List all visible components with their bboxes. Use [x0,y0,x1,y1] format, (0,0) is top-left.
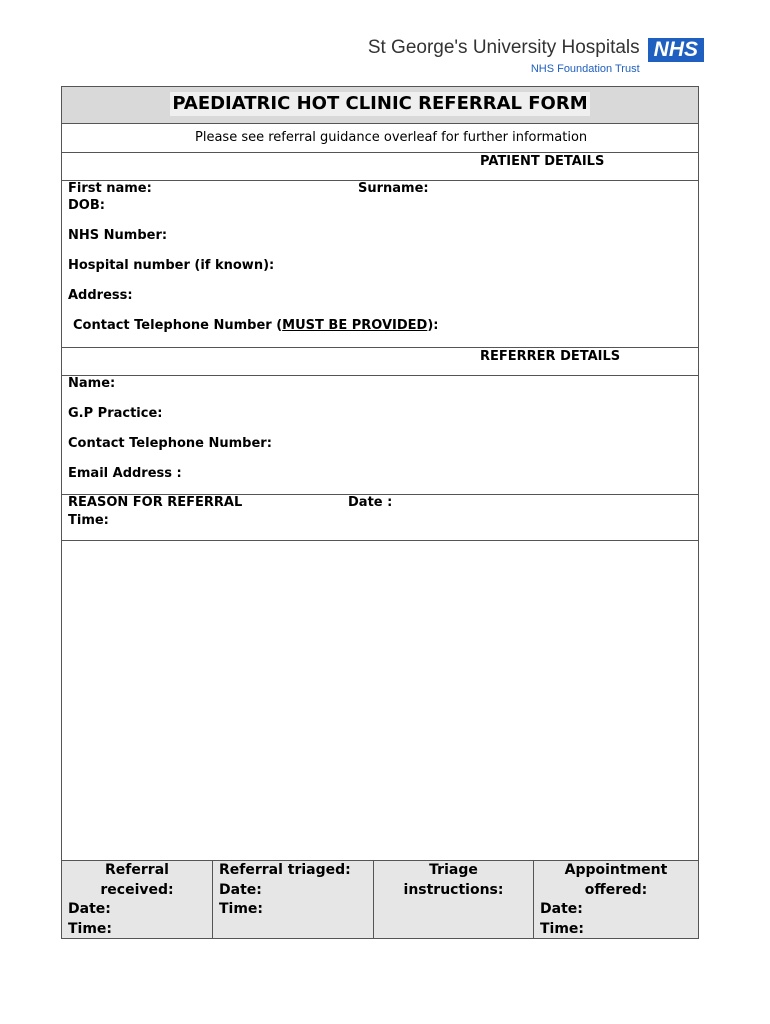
referral-form [61,86,699,939]
patient-details-title: PATIENT DETAILS [480,154,605,169]
triage-instructions-cell [374,861,534,938]
reason-time-label: Time: [68,513,109,528]
contact-telephone-prefix: Contact Telephone Number ( [73,318,283,333]
referrer-details-section [62,376,698,495]
triage-table [62,861,698,938]
appointment-offered-date: Date: [540,901,583,917]
dob-label: DOB: [68,198,105,213]
organisation-name: St George's University Hospitals [367,37,640,58]
referral-triaged-cell [213,861,374,938]
appointment-offered-cell [534,861,698,938]
surname-label: Surname: [358,181,429,196]
referral-received-date: Date: [68,901,111,917]
form-title: PAEDIATRIC HOT CLINIC REFERRAL FORM [172,93,588,114]
reason-text-area[interactable] [62,541,698,861]
referral-received-line1: Referral [105,862,169,878]
referral-received-time: Time: [68,920,113,937]
referral-triaged-label: Referral triaged: [219,862,351,878]
form-subtitle-row [62,124,698,153]
email-address-label: Email Address : [68,466,182,481]
referrer-telephone-label: Contact Telephone Number: [68,436,272,451]
reason-for-referral-label: REASON FOR REFERRAL [68,495,243,510]
contact-telephone-suffix: ): [427,318,439,333]
triage-instructions-line1: Triage [429,862,478,878]
address-label: Address: [68,288,133,303]
contact-telephone-label [73,318,438,333]
reason-date-label: Date : [348,495,393,510]
referrer-details-header [62,348,698,376]
appointment-offered-line1: Appointment [564,862,668,878]
nhs-logo: NHS [648,38,704,62]
gp-practice-label: G.P Practice: [68,406,163,421]
referral-received-cell [62,861,213,938]
appointment-offered-time: Time: [540,920,585,937]
referral-received-line2: received: [100,881,174,898]
trust-name: NHS Foundation Trust [530,63,640,75]
referrer-name-label: Name: [68,376,116,391]
first-name-label: First name: [68,181,152,196]
referral-triaged-time: Time: [219,901,264,917]
form-subtitle: Please see referral guidance overleaf for further information [195,130,588,145]
patient-details-section [62,181,698,348]
hospital-logo [368,36,704,76]
referrer-details-title: REFERRER DETAILS [480,349,621,364]
logo-text [368,36,640,76]
referral-triaged-date: Date: [219,881,262,898]
reason-header-row [62,495,698,541]
form-title-row [62,87,698,124]
must-be-provided-text: MUST BE PROVIDED [282,318,428,333]
hospital-number-label: Hospital number (if known): [68,258,275,273]
appointment-offered-line2: offered: [584,881,648,898]
triage-instructions-line2: instructions: [403,881,504,898]
patient-details-header [62,153,698,181]
nhs-number-label: NHS Number: [68,228,168,243]
